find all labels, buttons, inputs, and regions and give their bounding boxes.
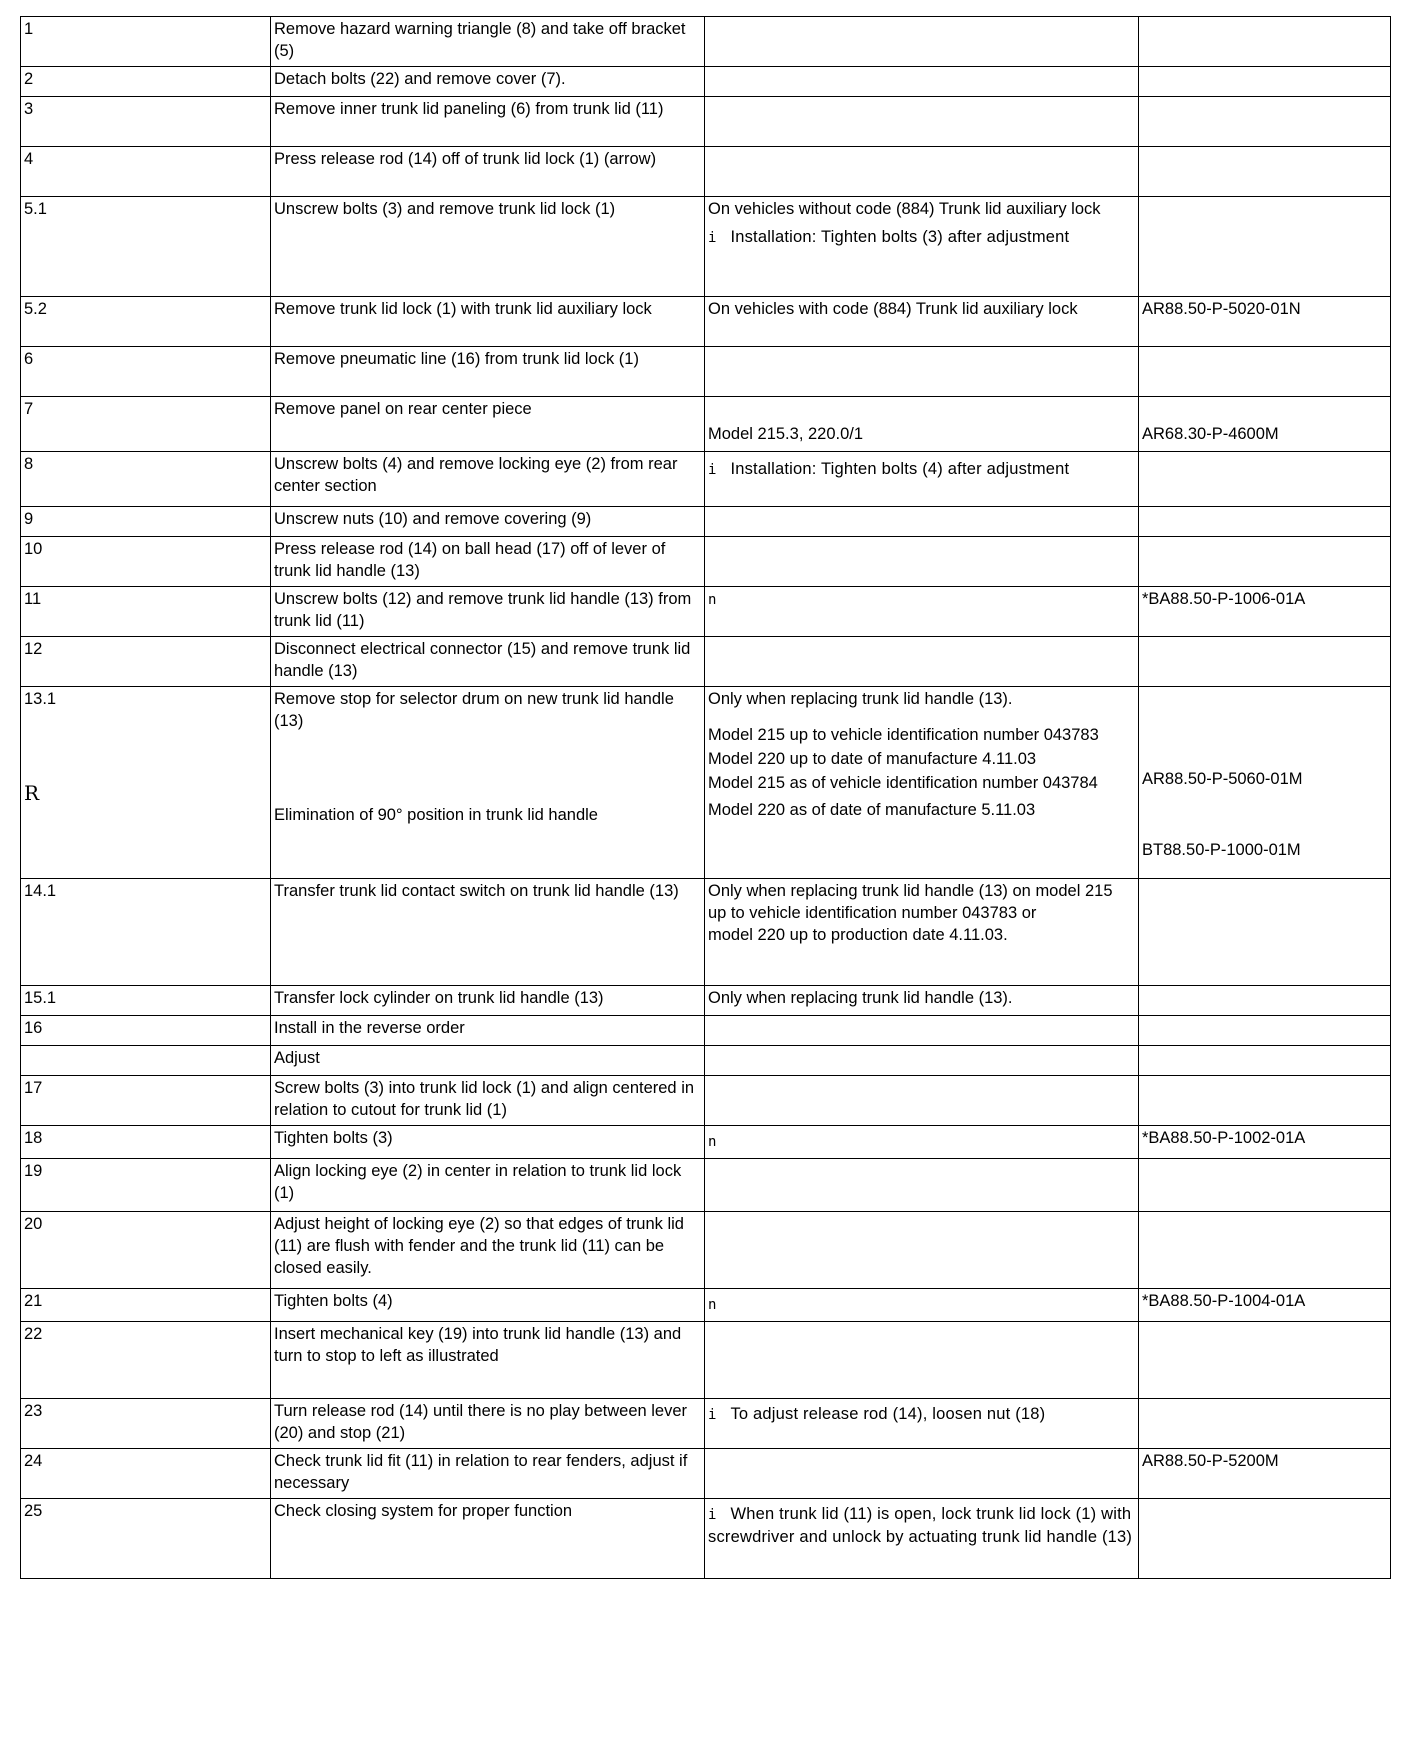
- step-reference: [1139, 1399, 1391, 1449]
- step-action: Check trunk lid fit (11) in relation to rear fenders, adjust if necessary: [271, 1449, 705, 1499]
- table-row: [21, 97, 1391, 147]
- step-action: Insert mechanical key (19) into trunk lid handle (13) and turn to stop to left as illustrated: [271, 1322, 705, 1399]
- table-row: [21, 1159, 1391, 1212]
- table-row: [21, 986, 1391, 1016]
- step-note: [705, 97, 1139, 147]
- step-note: [705, 1159, 1139, 1212]
- step-number: 15.1: [21, 986, 271, 1016]
- reference-text: AR88.50-P-5060-01M: [1142, 770, 1303, 788]
- torque-icon: n: [708, 1134, 717, 1150]
- table-row: [21, 637, 1391, 687]
- procedure-table: [20, 16, 1391, 1579]
- step-number: 10: [21, 537, 271, 587]
- step-note: [705, 1046, 1139, 1076]
- step-number: 6: [21, 347, 271, 397]
- step-action: Unscrew bolts (12) and remove trunk lid handle (13) from trunk lid (11): [271, 587, 705, 637]
- step-reference: *BA88.50-P-1006-01A: [1139, 587, 1391, 637]
- step-number: 12: [21, 637, 271, 687]
- function-note: [708, 1503, 1135, 1548]
- info-text: To adjust release rod (14), loosen nut (18): [730, 1405, 1046, 1423]
- step-note: [705, 879, 1139, 986]
- step-number: 5.2: [21, 297, 271, 347]
- step-action: Remove inner trunk lid paneling (6) from trunk lid (11): [271, 97, 705, 147]
- action-text: Remove stop for selector drum on new trunk lid handle (13): [274, 690, 674, 730]
- step-action: Disconnect electrical connector (15) and remove trunk lid handle (13): [271, 637, 705, 687]
- step-reference: [1139, 347, 1391, 397]
- step-note: [705, 1016, 1139, 1046]
- note-text: Model 220 up to date of manufacture 4.11.03: [708, 750, 1037, 768]
- info-icon: i: [708, 230, 717, 246]
- step-note: [705, 67, 1139, 97]
- info-icon: i: [708, 462, 717, 478]
- adjust-note: [708, 1403, 1135, 1426]
- note-text: On vehicles without code (884) Trunk lid auxiliary lock: [708, 200, 1101, 218]
- step-note: [705, 537, 1139, 587]
- step-number: 21: [21, 1289, 271, 1322]
- note-text: Only when replacing trunk lid handle (13) on model 215 up to vehicle identification number 043783 or: [708, 882, 1113, 922]
- step-action: Tighten bolts (4): [271, 1289, 705, 1322]
- step-note: [705, 1449, 1139, 1499]
- step-reference: [1139, 986, 1391, 1016]
- step-action: Transfer trunk lid contact switch on trunk lid handle (13): [271, 879, 705, 986]
- step-reference: [1139, 1322, 1391, 1399]
- table-row: [21, 67, 1391, 97]
- torque-icon: n: [708, 1297, 717, 1313]
- table-row: [21, 1499, 1391, 1579]
- note-text: Model 215 as of vehicle identification number 043784: [708, 774, 1098, 792]
- step-action: Unscrew bolts (3) and remove trunk lid lock (1): [271, 197, 705, 297]
- step-note: [705, 1076, 1139, 1126]
- step-reference: AR88.50-P-5200M: [1139, 1449, 1391, 1499]
- info-text: Installation: Tighten bolts (4) after adjustment: [730, 460, 1070, 478]
- step-note: [705, 1322, 1139, 1399]
- step-action: Transfer lock cylinder on trunk lid handle (13): [271, 986, 705, 1016]
- table-row: [21, 452, 1391, 507]
- installation-note: [708, 226, 1135, 249]
- action-text-secondary: Elimination of 90° position in trunk lid handle: [274, 806, 598, 824]
- step-action: Align locking eye (2) in center in relation to trunk lid lock (1): [271, 1159, 705, 1212]
- step-number: 3: [21, 97, 271, 147]
- step-number: 7: [21, 397, 271, 452]
- step-action: Remove pneumatic line (16) from trunk lid lock (1): [271, 347, 705, 397]
- step-reference: [1139, 687, 1391, 879]
- step-number: 18: [21, 1126, 271, 1159]
- step-note: [705, 197, 1139, 297]
- table-row: [21, 17, 1391, 67]
- table-row: [21, 587, 1391, 637]
- step-number: 14.1: [21, 879, 271, 986]
- step-number: 16: [21, 1016, 271, 1046]
- step-number: [21, 687, 271, 879]
- step-note: On vehicles with code (884) Trunk lid auxiliary lock: [705, 297, 1139, 347]
- table-row: [21, 147, 1391, 197]
- step-action: Remove hazard warning triangle (8) and take off bracket (5): [271, 17, 705, 67]
- step-note: [705, 1499, 1139, 1579]
- info-icon: i: [708, 1507, 717, 1523]
- note-text: Model 215.3, 220.0/1: [708, 425, 864, 443]
- note-text: Model 215 up to vehicle identification number 043783: [708, 726, 1099, 744]
- table-row: [21, 1212, 1391, 1289]
- step-reference: [1139, 147, 1391, 197]
- step-reference: [1139, 637, 1391, 687]
- step-reference: [1139, 1159, 1391, 1212]
- table-row: [21, 1289, 1391, 1322]
- step-reference: [1139, 67, 1391, 97]
- step-note: [705, 147, 1139, 197]
- step-action: Adjust height of locking eye (2) so that edges of trunk lid (11) are flush with fender and the trunk lid (11) can be closed easily.: [271, 1212, 705, 1289]
- step-note: [705, 452, 1139, 507]
- installation-note: [708, 458, 1135, 481]
- table-row: [21, 507, 1391, 537]
- note-text: Model 220 as of date of manufacture 5.11.03: [708, 801, 1036, 819]
- table-row: [21, 1322, 1391, 1399]
- step-reference: AR88.50-P-5020-01N: [1139, 297, 1391, 347]
- info-text: When trunk lid (11) is open, lock trunk lid lock (1) with screwdriver and unlock by actuating trunk lid handle (13): [708, 1505, 1133, 1546]
- step-number: 4: [21, 147, 271, 197]
- step-note: [705, 1212, 1139, 1289]
- table-row: [21, 1126, 1391, 1159]
- step-reference: [1139, 1499, 1391, 1579]
- table-row: [21, 297, 1391, 347]
- step-number: 1: [21, 17, 271, 67]
- table-row: [21, 1449, 1391, 1499]
- step-reference: [1139, 17, 1391, 67]
- step-action: Unscrew bolts (4) and remove locking eye (2) from rear center section: [271, 452, 705, 507]
- table-row: [21, 1076, 1391, 1126]
- step-note: [705, 1399, 1139, 1449]
- table-row: [21, 397, 1391, 452]
- step-number: 24: [21, 1449, 271, 1499]
- step-reference: [1139, 197, 1391, 297]
- table-row: [21, 197, 1391, 297]
- table-row: [21, 1046, 1391, 1076]
- step-note: [705, 397, 1139, 452]
- note-text: Only when replacing trunk lid handle (13).: [708, 690, 1013, 708]
- torque-icon: n: [708, 592, 717, 608]
- step-action: Remove trunk lid lock (1) with trunk lid auxiliary lock: [271, 297, 705, 347]
- note-text: model 220 up to production date 4.11.03.: [708, 926, 1008, 944]
- step-reference: [1139, 452, 1391, 507]
- reference-text: BT88.50-P-1000-01M: [1142, 841, 1301, 859]
- step-number: 19: [21, 1159, 271, 1212]
- step-note: [705, 1126, 1139, 1159]
- table-row: [21, 347, 1391, 397]
- step-action: Press release rod (14) off of trunk lid lock (1) (arrow): [271, 147, 705, 197]
- step-number: 17: [21, 1076, 271, 1126]
- revision-mark: R: [24, 781, 40, 805]
- step-reference: [1139, 507, 1391, 537]
- step-action: Tighten bolts (3): [271, 1126, 705, 1159]
- info-icon: i: [708, 1407, 717, 1423]
- step-action: Unscrew nuts (10) and remove covering (9): [271, 507, 705, 537]
- step-action: Screw bolts (3) into trunk lid lock (1) and align centered in relation to cutout for trunk lid (1): [271, 1076, 705, 1126]
- step-action: Install in the reverse order: [271, 1016, 705, 1046]
- step-reference: *BA88.50-P-1004-01A: [1139, 1289, 1391, 1322]
- step-number-text: 13.1: [24, 690, 57, 708]
- table-row: [21, 687, 1391, 879]
- info-text: Installation: Tighten bolts (3) after adjustment: [730, 228, 1070, 246]
- step-action: Check closing system for proper function: [271, 1499, 705, 1579]
- step-reference: [1139, 97, 1391, 147]
- step-note: [705, 637, 1139, 687]
- step-note: [705, 587, 1139, 637]
- table-row: [21, 1016, 1391, 1046]
- step-number: 9: [21, 507, 271, 537]
- step-note: [705, 17, 1139, 67]
- step-action: Adjust: [271, 1046, 705, 1076]
- step-note: [705, 347, 1139, 397]
- step-number: 20: [21, 1212, 271, 1289]
- step-action: Press release rod (14) on ball head (17) off of lever of trunk lid handle (13): [271, 537, 705, 587]
- step-number: 2: [21, 67, 271, 97]
- step-number: 23: [21, 1399, 271, 1449]
- step-action: Remove panel on rear center piece: [271, 397, 705, 452]
- step-note: [705, 1289, 1139, 1322]
- step-reference: [1139, 1046, 1391, 1076]
- table-row: [21, 879, 1391, 986]
- step-reference: [1139, 1076, 1391, 1126]
- reference-text: AR68.30-P-4600M: [1142, 425, 1279, 443]
- step-number: 8: [21, 452, 271, 507]
- step-reference: [1139, 537, 1391, 587]
- step-number: 22: [21, 1322, 271, 1399]
- step-number: 11: [21, 587, 271, 637]
- step-reference: [1139, 397, 1391, 452]
- table-row: [21, 1399, 1391, 1449]
- step-number: 5.1: [21, 197, 271, 297]
- step-action: [271, 687, 705, 879]
- step-reference: [1139, 1016, 1391, 1046]
- step-reference: *BA88.50-P-1002-01A: [1139, 1126, 1391, 1159]
- table-row: [21, 537, 1391, 587]
- step-note: [705, 507, 1139, 537]
- step-note: [705, 687, 1139, 879]
- step-note: Only when replacing trunk lid handle (13).: [705, 986, 1139, 1016]
- step-number: [21, 1046, 271, 1076]
- step-number: 25: [21, 1499, 271, 1579]
- step-reference: [1139, 879, 1391, 986]
- step-action: Detach bolts (22) and remove cover (7).: [271, 67, 705, 97]
- step-action: Turn release rod (14) until there is no play between lever (20) and stop (21): [271, 1399, 705, 1449]
- step-reference: [1139, 1212, 1391, 1289]
